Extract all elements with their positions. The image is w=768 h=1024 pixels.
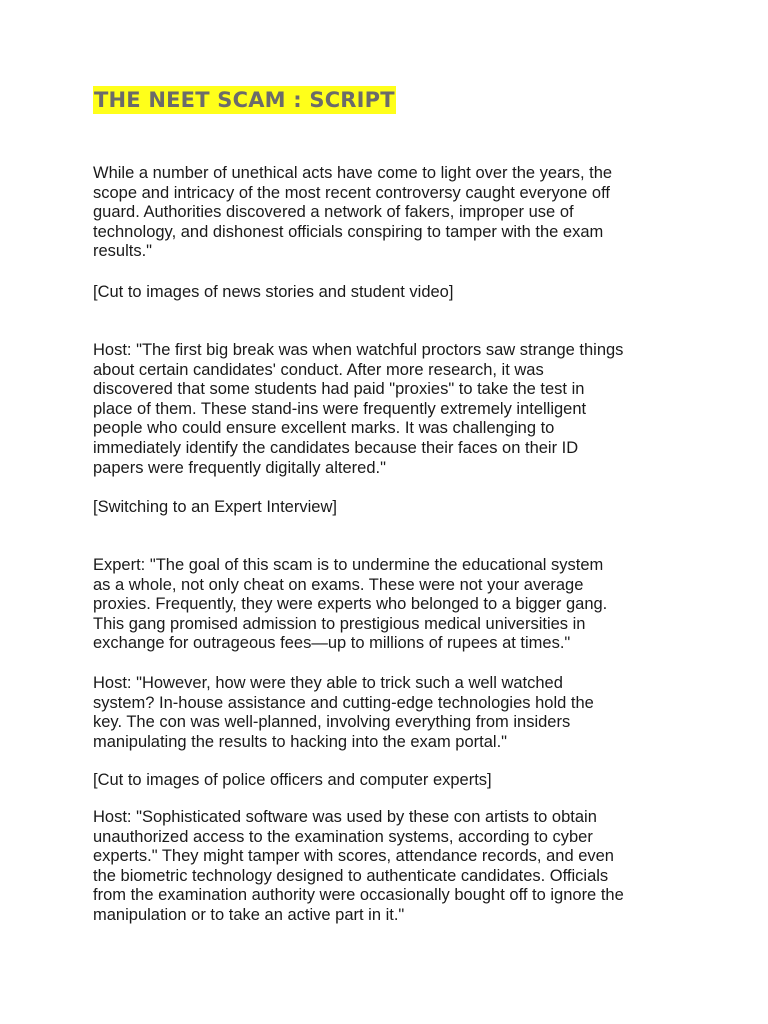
paragraph-expert-goal: Expert: "The goal of this scam is to undermine the educational system as a whole, not only cheat on exams. These were not your average proxies. Frequently, they were experts who belonged to a bigger gang. This gang promised admission to prestigious medical universities in exchange for outrageous fees—up to millions of rupees at times." xyxy=(93,556,608,653)
paragraph-intro: While a number of unethical acts have come to light over the years, the scope and intricacy of the most recent controversy caught everyone off guard. Authorities discovered a network of fakers, improper use of technology, and dishonest officials conspiring to tamper with the exam results." xyxy=(93,164,613,261)
stage-direction-police: [Cut to images of police officers and computer experts] xyxy=(93,771,492,789)
stage-direction-news: [Cut to images of news stories and student video] xyxy=(93,283,454,301)
stage-direction-expert: [Switching to an Expert Interview] xyxy=(93,498,337,516)
document-title: THE NEET SCAM : SCRIPT xyxy=(94,88,395,112)
paragraph-host-question: Host: "However, how were they able to trick such a well watched system? In-house assistance and cutting-edge technologies hold the key. The con was well-planned, involving everything from insiders manipulating the results to hacking into the exam portal." xyxy=(93,674,594,751)
paragraph-host-software: Host: "Sophisticated software was used by these con artists to obtain unauthorized access to the examination systems, according to cyber experts." They might tamper with scores, attendance records, and even the biometric technology designed to authenticate candidates. Officials from the examination authority were occasionally bought off to ignore the manipulation or to take an active part in it." xyxy=(93,808,624,924)
title-container xyxy=(93,86,396,114)
paragraph-host-first-break: Host: "The first big break was when watchful proctors saw strange things about certain candidates' conduct. After more research, it was discovered that some students had paid "proxies" to take the test in place of them. These stand-ins were frequently extremely intelligent people who could ensure excellent marks. It was challenging to immediately identify the candidates because their faces on their ID papers were frequently digitally altered." xyxy=(93,341,624,477)
